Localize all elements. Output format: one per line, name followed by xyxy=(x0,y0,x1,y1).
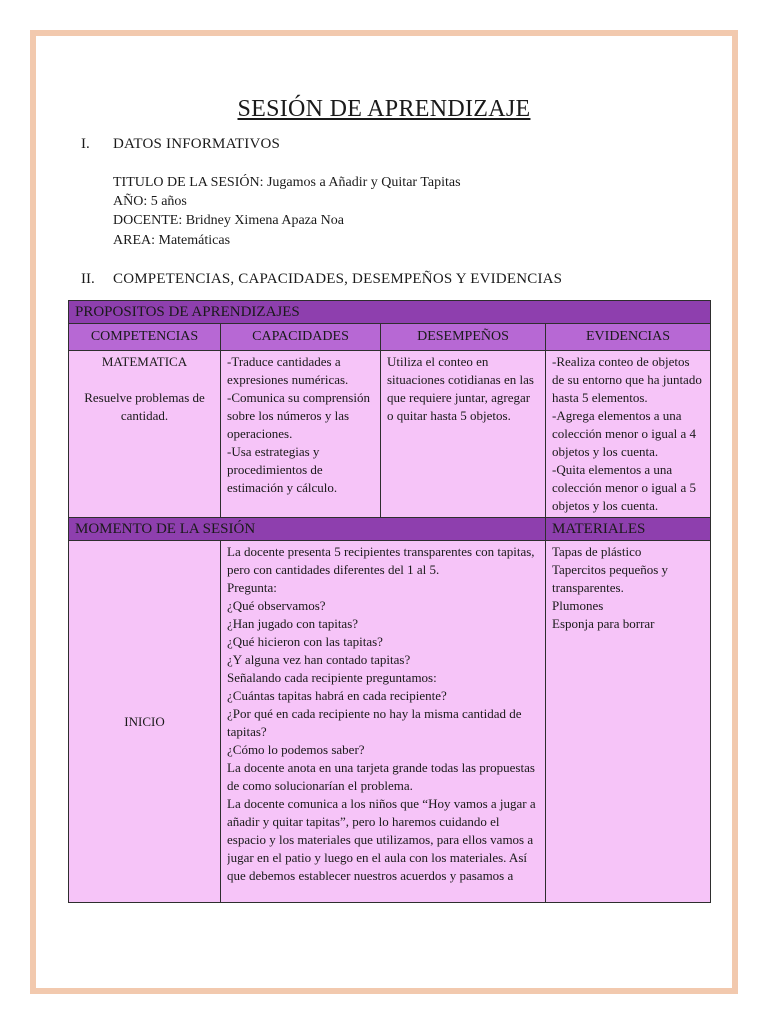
column-header-capacidades: CAPACIDADES xyxy=(221,324,381,351)
column-header-evidencias: EVIDENCIAS xyxy=(546,324,711,351)
document-title: SESIÓN DE APRENDIZAJE xyxy=(237,96,531,122)
section-1-number: I. xyxy=(81,136,90,152)
column-header-desempenos: DESEMPEÑOS xyxy=(381,324,546,351)
capacidades-cell: -Traduce cantidades a expresiones numéricas. -Comunica su comprensión sobre los números y las operaciones. -Usa estrategias y procedimientos de estimación y cálculo. xyxy=(221,351,381,518)
desempenos-cell: Utiliza el conteo en situaciones cotidianas en las que requiere juntar, agregar o quitar hasta 5 objetos. xyxy=(381,351,546,518)
competencia-text: Resuelve problemas de cantidad. xyxy=(84,390,205,423)
column-header-competencias: COMPETENCIAS xyxy=(69,324,221,351)
section-2-number: II. xyxy=(81,271,95,287)
info-year: AÑO: 5 años xyxy=(113,194,187,209)
moment-header-row xyxy=(69,518,711,541)
column-header-row xyxy=(69,324,711,351)
table-row xyxy=(69,351,711,518)
section-2-heading: COMPETENCIAS, CAPACIDADES, DESEMPEÑOS Y EVIDENCIAS xyxy=(113,271,563,287)
moment-label-cell: INICIO xyxy=(69,541,221,903)
moment-header: MOMENTO DE LA SESIÓN xyxy=(69,518,546,541)
materials-header: MATERIALES xyxy=(546,518,711,541)
evidencias-cell: -Realiza conteo de objetos de su entorno que ha juntado hasta 5 elementos. -Agrega elementos a una colección menor o igual a 4 objetos y los cuenta. -Quita elementos a una colección menor o igual a 5 objetos y los cuenta. xyxy=(546,351,711,518)
info-session-title: TITULO DE LA SESIÓN: Jugamos a Añadir y Quitar Tapitas xyxy=(113,175,461,190)
competencia-cell xyxy=(69,351,221,518)
materials-cell: Tapas de plástico Tapercitos pequeños y transparentes. Plumones Esponja para borrar xyxy=(546,541,711,903)
learning-plan-table xyxy=(68,300,711,903)
info-teacher: DOCENTE: Bridney Ximena Apaza Noa xyxy=(113,213,344,228)
table-row xyxy=(69,541,711,903)
purpose-header-row xyxy=(69,301,711,324)
competencia-title: MATEMATICA xyxy=(101,354,188,369)
moment-text-cell xyxy=(221,541,546,903)
info-area: AREA: Matemáticas xyxy=(113,233,231,248)
purpose-header: PROPOSITOS DE APRENDIZAJES xyxy=(69,301,711,324)
section-1-heading: DATOS INFORMATIVOS xyxy=(113,136,281,152)
moment-text: La docente presenta 5 recipientes transparentes con tapitas, pero con cantidades diferentes del 1 al 5. Pregunta: ¿Qué observamos? ¿Han jugado con tapitas? ¿Qué hicieron con las tapitas? ¿Y alguna vez han contado tapitas? Señalando cada recipiente preguntamos: ¿Cuántas tapitas habrá en cada recipiente? ¿Por qué en cada recipiente no hay la misma cantidad de tapitas? ¿Cómo lo podemos saber? La docente anota en una tarjeta grande todas las propuestas de como solucionarían el problema. La docente comunica a los niños que “Hoy vamos a jugar a añadir y quitar tapitas”, pero lo haremos cuidando el espacio y los materiales que utilizamos, para ellos vamos a jugar en el patio y luego en el aula con los materiales. Así que debemos establecer nuestros acuerdos y pasamos a xyxy=(227,544,536,883)
